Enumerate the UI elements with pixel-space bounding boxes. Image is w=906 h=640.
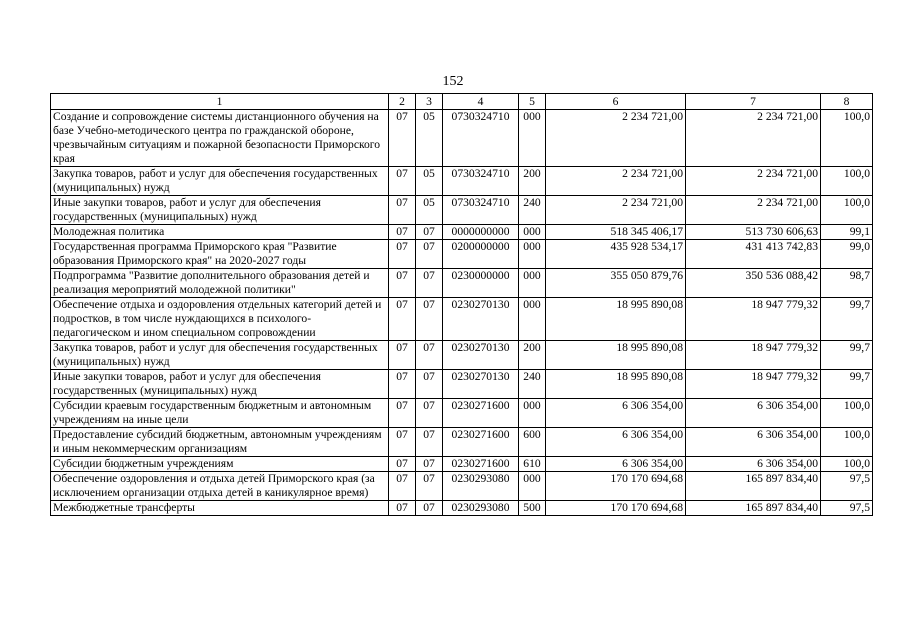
section-code-cell: 07 [389, 269, 416, 298]
section-code-cell: 07 [389, 428, 416, 457]
subsection-code-cell: 07 [416, 428, 443, 457]
planned-amount-cell: 6 306 354,00 [546, 399, 686, 428]
section-code-cell: 07 [389, 370, 416, 399]
planned-amount-cell: 170 170 694,68 [546, 472, 686, 501]
executed-amount-cell: 2 234 721,00 [686, 167, 821, 196]
target-article-code-cell: 0230293080 [443, 472, 519, 501]
subsection-code-cell: 07 [416, 240, 443, 269]
table-row [51, 472, 873, 501]
executed-amount-cell: 6 306 354,00 [686, 428, 821, 457]
column-header: 6 [546, 94, 686, 110]
section-code-cell: 07 [389, 167, 416, 196]
table-row [51, 428, 873, 457]
executed-amount-cell: 18 947 779,32 [686, 370, 821, 399]
subsection-code-cell: 05 [416, 110, 443, 167]
expense-type-code-cell: 200 [519, 167, 546, 196]
planned-amount-cell: 6 306 354,00 [546, 457, 686, 472]
expense-type-code-cell: 000 [519, 225, 546, 240]
item-name-cell: Обеспечение оздоровления и отдыха детей Приморского края (за исключением организации отдыха детей в каникулярное время) [51, 472, 389, 501]
executed-amount-cell: 165 897 834,40 [686, 472, 821, 501]
target-article-code-cell: 0200000000 [443, 240, 519, 269]
planned-amount-cell: 18 995 890,08 [546, 298, 686, 341]
expense-type-code-cell: 200 [519, 341, 546, 370]
execution-percent-cell: 99,1 [821, 225, 873, 240]
expense-type-code-cell: 000 [519, 110, 546, 167]
item-name-cell: Субсидии краевым государственным бюджетным и автономным учреждениям на иные цели [51, 399, 389, 428]
item-name-cell: Иные закупки товаров, работ и услуг для обеспечения государственных (муниципальных) нужд [51, 196, 389, 225]
expense-type-code-cell: 240 [519, 370, 546, 399]
subsection-code-cell: 07 [416, 399, 443, 428]
subsection-code-cell: 07 [416, 269, 443, 298]
subsection-code-cell: 07 [416, 298, 443, 341]
execution-percent-cell: 100,0 [821, 167, 873, 196]
executed-amount-cell: 18 947 779,32 [686, 341, 821, 370]
section-code-cell: 07 [389, 457, 416, 472]
table-row [51, 240, 873, 269]
planned-amount-cell: 2 234 721,00 [546, 167, 686, 196]
item-name-cell: Субсидии бюджетным учреждениям [51, 457, 389, 472]
table-body [51, 110, 873, 516]
budget-table [50, 93, 873, 516]
column-header: 1 [51, 94, 389, 110]
subsection-code-cell: 07 [416, 501, 443, 516]
executed-amount-cell: 165 897 834,40 [686, 501, 821, 516]
expense-type-code-cell: 000 [519, 240, 546, 269]
execution-percent-cell: 99,7 [821, 370, 873, 399]
item-name-cell: Государственная программа Приморского края "Развитие образования Приморского края" на 2020-2027 годы [51, 240, 389, 269]
column-header: 8 [821, 94, 873, 110]
subsection-code-cell: 07 [416, 472, 443, 501]
table-row [51, 370, 873, 399]
expense-type-code-cell: 000 [519, 472, 546, 501]
execution-percent-cell: 100,0 [821, 110, 873, 167]
table-header-row [51, 94, 873, 110]
target-article-code-cell: 0230271600 [443, 428, 519, 457]
target-article-code-cell: 0230271600 [443, 399, 519, 428]
planned-amount-cell: 518 345 406,17 [546, 225, 686, 240]
item-name-cell: Иные закупки товаров, работ и услуг для обеспечения государственных (муниципальных) нужд [51, 370, 389, 399]
item-name-cell: Закупка товаров, работ и услуг для обеспечения государственных (муниципальных) нужд [51, 341, 389, 370]
executed-amount-cell: 2 234 721,00 [686, 196, 821, 225]
executed-amount-cell: 350 536 088,42 [686, 269, 821, 298]
execution-percent-cell: 97,5 [821, 501, 873, 516]
column-header: 4 [443, 94, 519, 110]
section-code-cell: 07 [389, 341, 416, 370]
planned-amount-cell: 435 928 534,17 [546, 240, 686, 269]
column-header: 5 [519, 94, 546, 110]
planned-amount-cell: 170 170 694,68 [546, 501, 686, 516]
planned-amount-cell: 18 995 890,08 [546, 370, 686, 399]
target-article-code-cell: 0230270130 [443, 370, 519, 399]
execution-percent-cell: 100,0 [821, 428, 873, 457]
section-code-cell: 07 [389, 196, 416, 225]
table-row [51, 196, 873, 225]
execution-percent-cell: 100,0 [821, 196, 873, 225]
table-row [51, 110, 873, 167]
expense-type-code-cell: 000 [519, 399, 546, 428]
item-name-cell: Молодежная политика [51, 225, 389, 240]
subsection-code-cell: 07 [416, 341, 443, 370]
subsection-code-cell: 05 [416, 196, 443, 225]
section-code-cell: 07 [389, 298, 416, 341]
expense-type-code-cell: 500 [519, 501, 546, 516]
item-name-cell: Подпрограмма "Развитие дополнительного образования детей и реализация мероприятий молодежной политики" [51, 269, 389, 298]
expense-type-code-cell: 610 [519, 457, 546, 472]
target-article-code-cell: 0730324710 [443, 196, 519, 225]
column-header: 7 [686, 94, 821, 110]
section-code-cell: 07 [389, 472, 416, 501]
subsection-code-cell: 07 [416, 457, 443, 472]
planned-amount-cell: 2 234 721,00 [546, 110, 686, 167]
execution-percent-cell: 100,0 [821, 457, 873, 472]
executed-amount-cell: 513 730 606,63 [686, 225, 821, 240]
executed-amount-cell: 6 306 354,00 [686, 399, 821, 428]
table-row [51, 501, 873, 516]
target-article-code-cell: 0230270130 [443, 298, 519, 341]
section-code-cell: 07 [389, 240, 416, 269]
planned-amount-cell: 18 995 890,08 [546, 341, 686, 370]
target-article-code-cell: 0730324710 [443, 167, 519, 196]
executed-amount-cell: 431 413 742,83 [686, 240, 821, 269]
section-code-cell: 07 [389, 225, 416, 240]
planned-amount-cell: 6 306 354,00 [546, 428, 686, 457]
table-row [51, 341, 873, 370]
expense-type-code-cell: 240 [519, 196, 546, 225]
item-name-cell: Обеспечение отдыха и оздоровления отдельных категорий детей и подростков, в том числе нуждающихся в психолого-педагогическом и ином специальном сопровождении [51, 298, 389, 341]
table-row [51, 298, 873, 341]
expense-type-code-cell: 600 [519, 428, 546, 457]
table-row [51, 457, 873, 472]
subsection-code-cell: 07 [416, 225, 443, 240]
table-row [51, 225, 873, 240]
executed-amount-cell: 2 234 721,00 [686, 110, 821, 167]
subsection-code-cell: 05 [416, 167, 443, 196]
execution-percent-cell: 99,7 [821, 341, 873, 370]
target-article-code-cell: 0000000000 [443, 225, 519, 240]
planned-amount-cell: 355 050 879,76 [546, 269, 686, 298]
column-header: 3 [416, 94, 443, 110]
target-article-code-cell: 0230293080 [443, 501, 519, 516]
target-article-code-cell: 0730324710 [443, 110, 519, 167]
table-row [51, 269, 873, 298]
expense-type-code-cell: 000 [519, 269, 546, 298]
execution-percent-cell: 97,5 [821, 472, 873, 501]
execution-percent-cell: 99,0 [821, 240, 873, 269]
column-header: 2 [389, 94, 416, 110]
item-name-cell: Закупка товаров, работ и услуг для обеспечения государственных (муниципальных) нужд [51, 167, 389, 196]
target-article-code-cell: 0230270130 [443, 341, 519, 370]
expense-type-code-cell: 000 [519, 298, 546, 341]
table-row [51, 399, 873, 428]
table-row [51, 167, 873, 196]
subsection-code-cell: 07 [416, 370, 443, 399]
executed-amount-cell: 18 947 779,32 [686, 298, 821, 341]
execution-percent-cell: 100,0 [821, 399, 873, 428]
target-article-code-cell: 0230271600 [443, 457, 519, 472]
target-article-code-cell: 0230000000 [443, 269, 519, 298]
planned-amount-cell: 2 234 721,00 [546, 196, 686, 225]
page-number: 152 [442, 74, 464, 89]
section-code-cell: 07 [389, 110, 416, 167]
execution-percent-cell: 98,7 [821, 269, 873, 298]
executed-amount-cell: 6 306 354,00 [686, 457, 821, 472]
execution-percent-cell: 99,7 [821, 298, 873, 341]
item-name-cell: Межбюджетные трансферты [51, 501, 389, 516]
item-name-cell: Создание и сопровождение системы дистанционного обучения на базе Учебно-методического центра по гражданской обороне, чрезвычайным ситуациям и пожарной безопасности Приморского края [51, 110, 389, 167]
section-code-cell: 07 [389, 501, 416, 516]
item-name-cell: Предоставление субсидий бюджетным, автономным учреждениям и иным некоммерческим организациям [51, 428, 389, 457]
section-code-cell: 07 [389, 399, 416, 428]
